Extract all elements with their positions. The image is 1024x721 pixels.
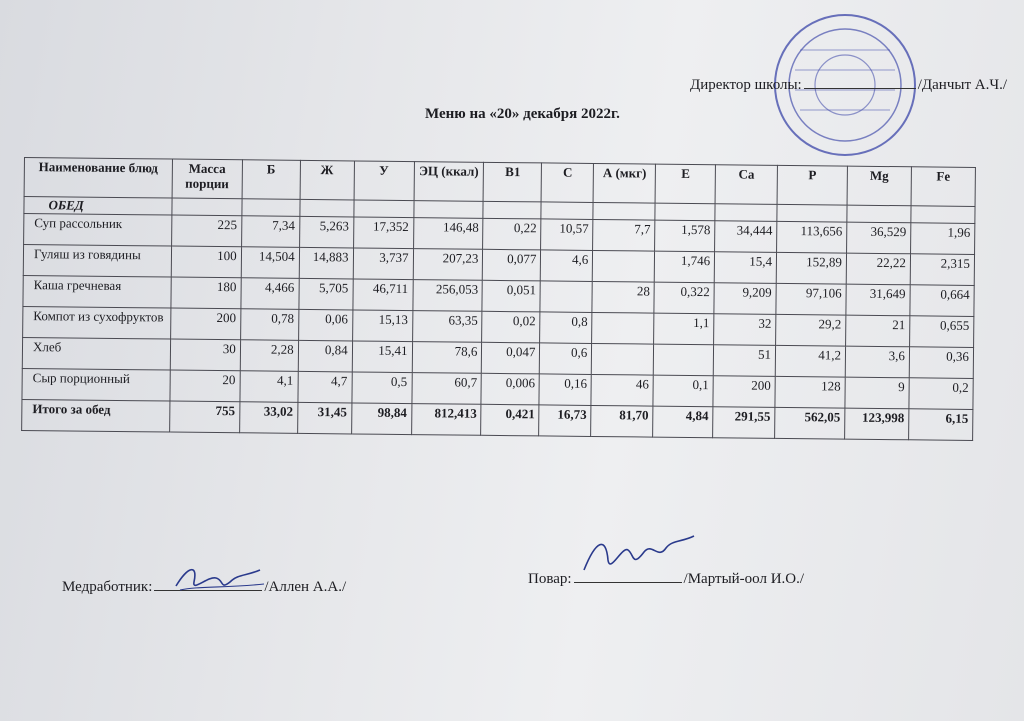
table-cell: 0,16	[539, 374, 591, 406]
table-cell: 152,89	[776, 252, 846, 284]
table-cell: 3,737	[353, 248, 413, 280]
table-cell: 46	[591, 374, 653, 406]
dish-name: Суп рассольник	[24, 214, 172, 247]
table-cell: 46,711	[353, 279, 413, 311]
table-cell	[593, 250, 655, 282]
table-cell: 0,051	[482, 280, 540, 312]
table-cell: 14,504	[241, 247, 299, 279]
dish-name: Каша гречневая	[23, 275, 171, 308]
column-header: В1	[484, 162, 542, 202]
director-signature-line	[804, 76, 916, 89]
table-cell: 291,55	[713, 407, 775, 439]
table-cell: 207,23	[413, 249, 483, 281]
medic-label: Медработник:	[62, 579, 153, 595]
column-header: Ж	[300, 160, 354, 200]
table-cell: 4,466	[241, 278, 299, 310]
table-cell: 34,444	[715, 221, 777, 253]
table-cell: 98,84	[351, 403, 411, 435]
table-cell: 33,02	[239, 402, 297, 434]
table-cell: 123,998	[845, 408, 909, 440]
table-cell: 60,7	[412, 373, 482, 405]
table-cell: 15,4	[714, 252, 776, 284]
table-cell	[592, 343, 654, 375]
table-cell: 0,047	[482, 342, 540, 374]
table-cell: 1,578	[655, 220, 715, 252]
table-cell: 29,2	[776, 314, 846, 346]
table-cell: 0,077	[483, 249, 541, 281]
table-cell: 0,8	[540, 312, 592, 344]
table-cell: 562,05	[775, 407, 845, 439]
medic-name: /Аллен А.А./	[264, 579, 347, 595]
table-cell: 51	[713, 345, 775, 377]
table-cell: 0,06	[298, 309, 352, 341]
table-cell: 31,649	[846, 284, 910, 316]
table-cell: 128	[775, 376, 845, 408]
table-cell: 32	[714, 314, 776, 346]
table-cell: 0,1	[653, 375, 713, 407]
table-cell: 100	[171, 246, 241, 278]
table-cell: 6,15	[909, 409, 973, 441]
table-cell: 16,73	[539, 405, 591, 437]
nutrition-table	[21, 157, 976, 441]
table-cell: 81,70	[591, 405, 653, 437]
table-cell: 0,2	[909, 378, 973, 410]
table-cell: 20	[170, 370, 240, 402]
dish-name: Хлеб	[22, 337, 170, 370]
total-label: Итого за обед	[22, 399, 170, 432]
table-cell: 31,45	[297, 402, 351, 434]
table-cell: 5,263	[299, 216, 353, 248]
column-header: Е	[655, 164, 715, 204]
table-cell: 22,22	[846, 253, 910, 285]
table-cell: 0,6	[540, 343, 592, 375]
table-cell: 9	[845, 377, 909, 409]
table-cell: 755	[169, 401, 239, 433]
cook-name: /Мартый-оол И.О./	[683, 571, 805, 587]
column-header: Fe	[911, 167, 975, 207]
table-cell: 30	[170, 339, 240, 371]
table-cell: 0,36	[909, 347, 973, 379]
table-cell: 15,41	[352, 341, 412, 373]
dish-name: Сыр порционный	[22, 368, 170, 401]
table-cell: 17,352	[353, 217, 413, 249]
table-cell: 225	[171, 215, 241, 247]
table-cell: 9,209	[714, 283, 776, 315]
table-cell: 113,656	[777, 221, 847, 253]
column-header: Ca	[715, 165, 777, 205]
table-cell: 10,57	[541, 219, 593, 251]
column-header: А (мкг)	[593, 163, 655, 203]
column-header: У	[354, 161, 414, 201]
dish-name: Гуляш из говядины	[23, 245, 171, 278]
cook-signature-scribble	[578, 530, 698, 580]
table-cell	[540, 281, 592, 313]
table-cell: 200	[170, 308, 240, 340]
table-cell: 0,655	[910, 316, 974, 348]
cook-label: Повар:	[528, 571, 572, 587]
table-cell: 146,48	[413, 218, 483, 250]
table-cell: 256,053	[412, 280, 482, 312]
column-header: Наименование блюд	[24, 158, 172, 199]
table-cell: 15,13	[352, 310, 412, 342]
table-cell: 28	[592, 281, 654, 313]
table-cell: 41,2	[775, 345, 845, 377]
table-cell: 97,106	[776, 283, 846, 315]
table-cell: 0,664	[910, 285, 974, 317]
table-cell: 4,7	[298, 371, 352, 403]
table-cell: 14,883	[299, 247, 353, 279]
table-cell: 7,34	[241, 216, 299, 248]
menu-title: Меню на «20» декабря 2022г.	[425, 106, 620, 122]
director-label: Директор школы:	[690, 77, 802, 93]
table-cell: 63,35	[412, 311, 482, 343]
table-cell: 1,1	[654, 313, 714, 345]
table-cell: 21	[846, 315, 910, 347]
table-cell: 0,421	[481, 404, 539, 436]
director-line	[690, 76, 1007, 94]
table-cell: 180	[171, 277, 241, 309]
table-cell	[654, 344, 714, 376]
table-cell: 0,84	[298, 340, 352, 372]
medic-signature-scribble	[168, 556, 268, 602]
column-header: P	[777, 165, 847, 205]
table-cell: 200	[713, 376, 775, 408]
table-cell: 0,322	[654, 282, 714, 314]
column-header: С	[541, 163, 593, 203]
column-header: ЭЦ (ккал)	[414, 162, 484, 202]
table-cell: 0,22	[483, 218, 541, 250]
director-name: /Данчыт А.Ч./	[917, 77, 1007, 93]
table-cell: 3,6	[845, 346, 909, 378]
table-cell: 0,02	[482, 311, 540, 343]
table-cell: 812,413	[411, 404, 481, 436]
table-cell: 0,78	[240, 309, 298, 341]
table-cell: 0,5	[352, 372, 412, 404]
table-cell: 78,6	[412, 342, 482, 374]
table-cell: 4,84	[653, 406, 713, 438]
table-cell	[592, 312, 654, 344]
table-cell: 1,96	[911, 223, 975, 255]
table-cell: 1,746	[654, 251, 714, 283]
table-cell: 4,1	[240, 371, 298, 403]
table-cell: 2,315	[910, 254, 974, 286]
column-header: Б	[242, 160, 300, 200]
dish-name: Компот из сухофруктов	[23, 306, 171, 339]
table-cell: 0,006	[481, 373, 539, 405]
column-header: Mg	[847, 166, 911, 206]
section-label: ОБЕД	[24, 197, 172, 216]
table-cell: 7,7	[593, 219, 655, 251]
table-cell: 4,6	[541, 250, 593, 282]
table-cell: 2,28	[240, 340, 298, 372]
table-cell: 36,529	[847, 222, 911, 254]
column-header: Масса порции	[172, 159, 242, 199]
table-cell: 5,705	[299, 278, 353, 310]
